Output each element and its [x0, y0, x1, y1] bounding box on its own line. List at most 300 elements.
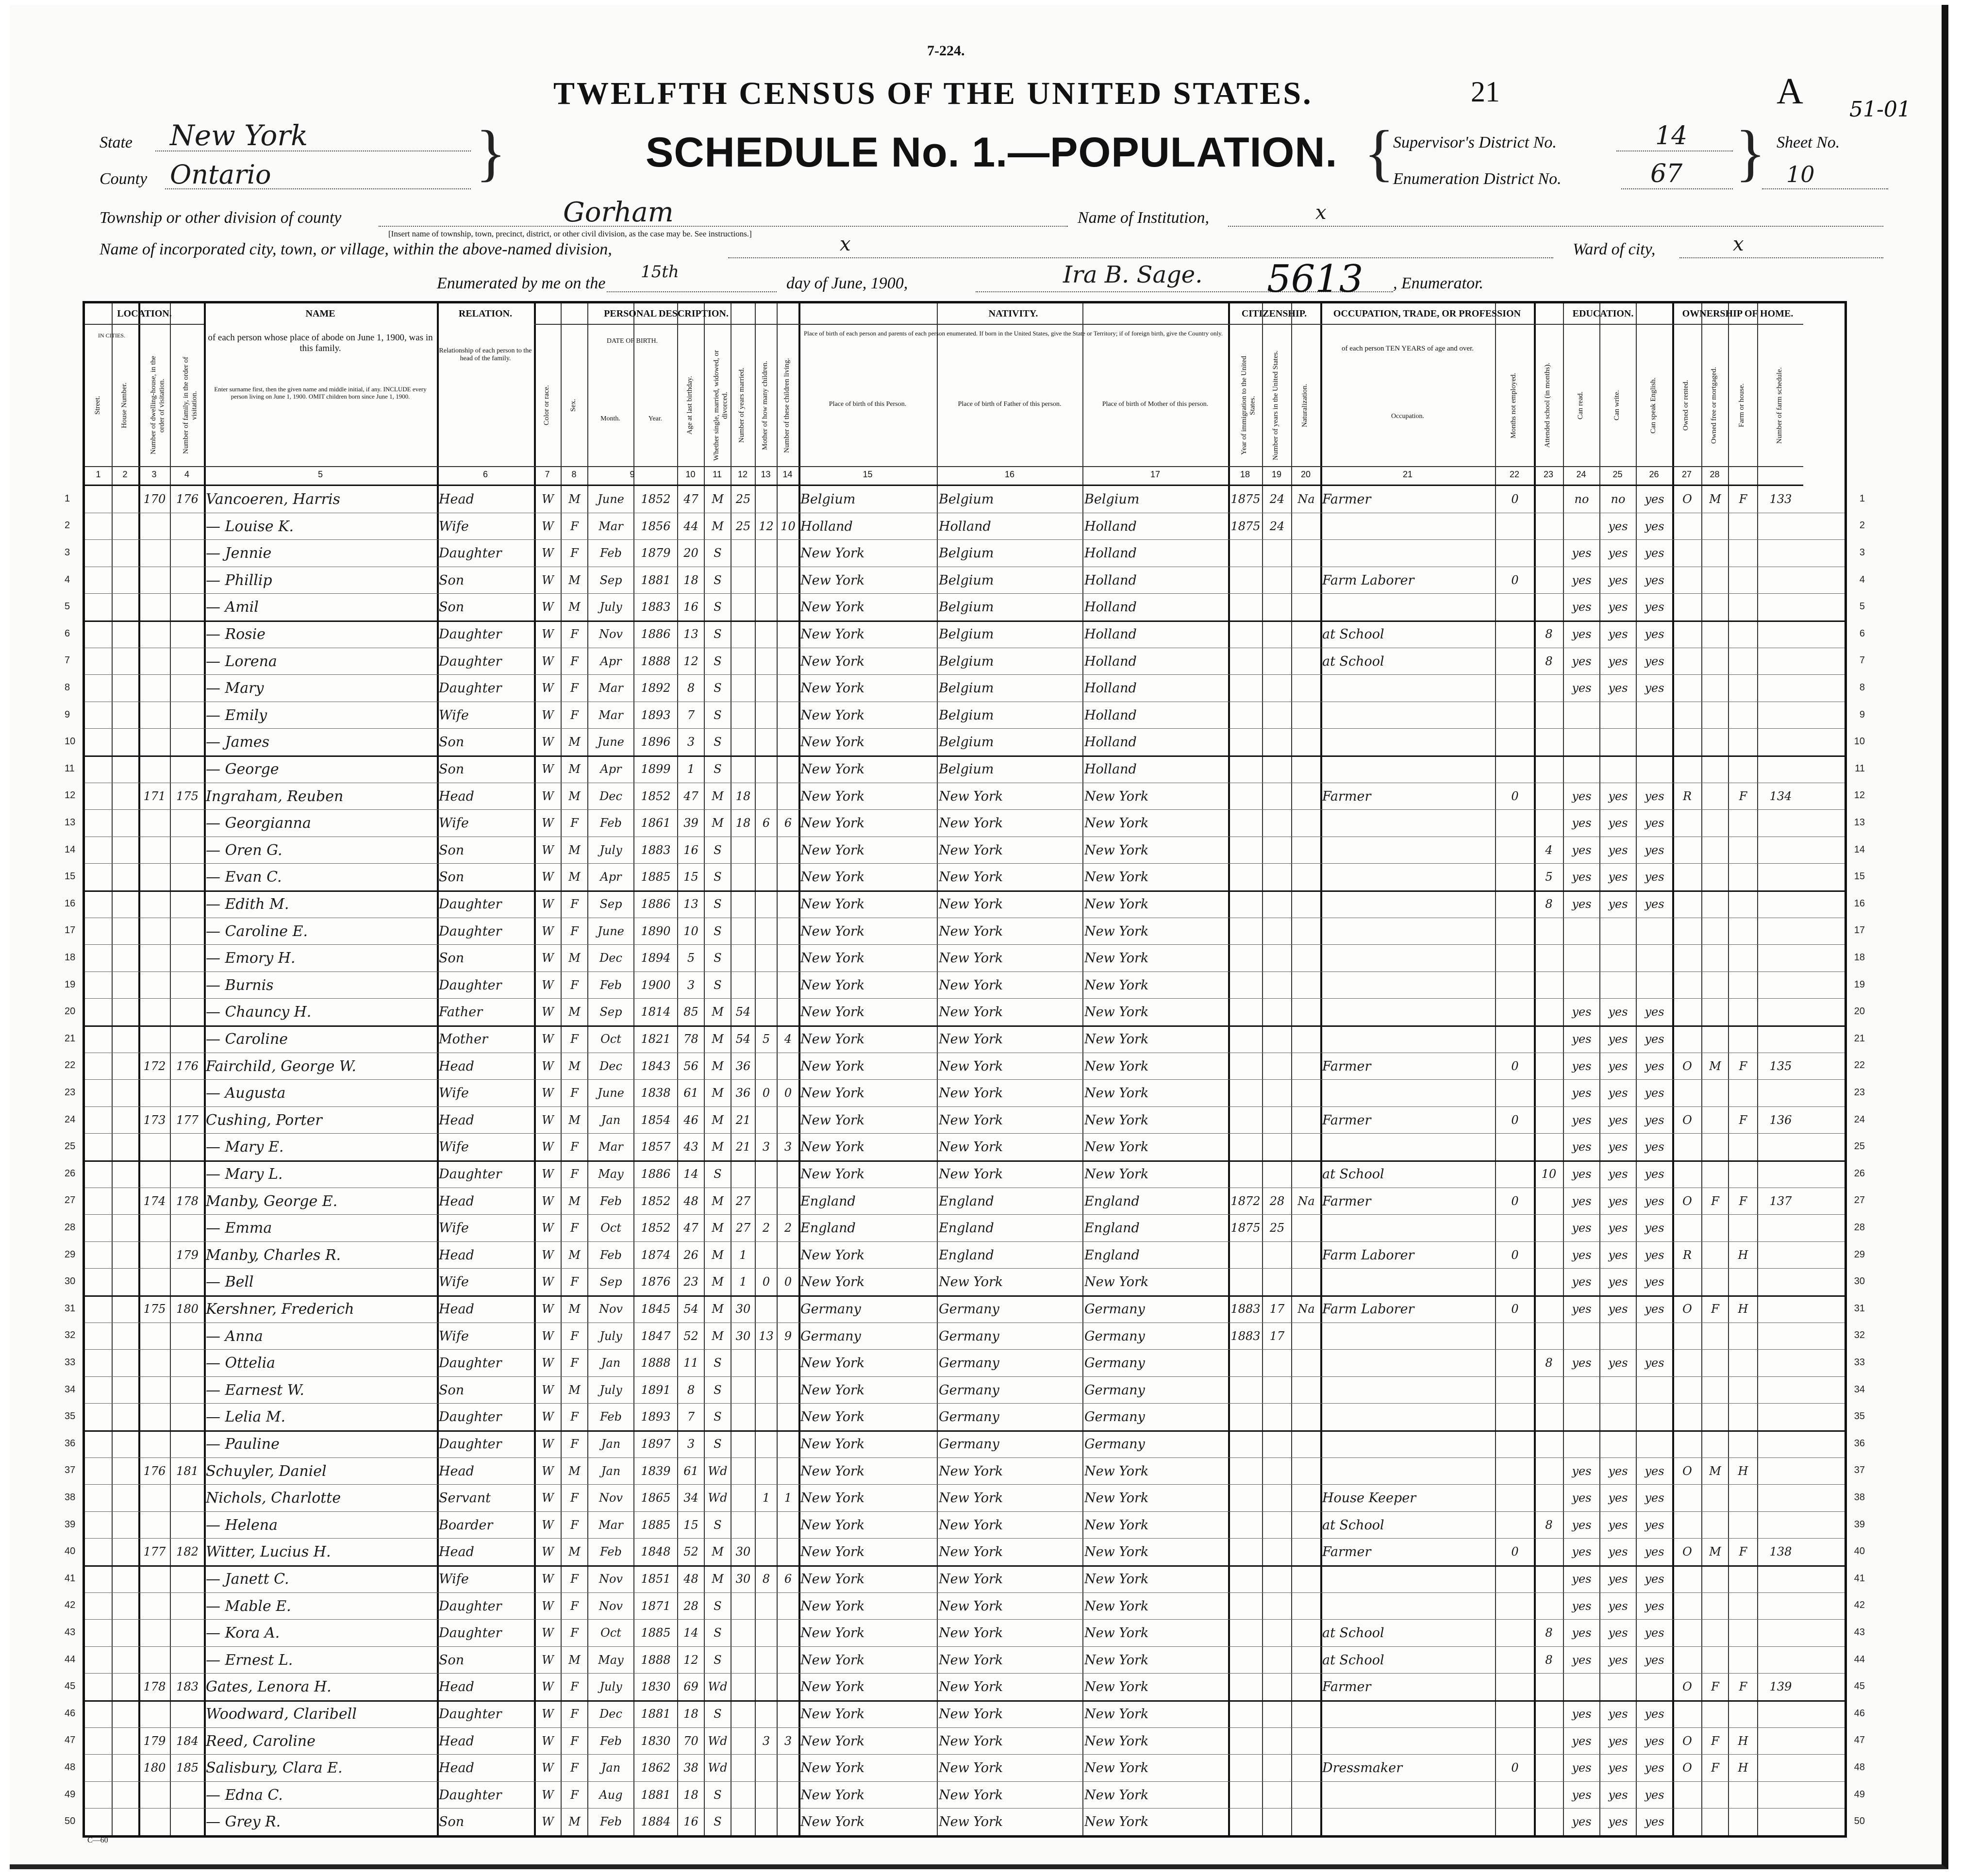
cell-rel: Wife — [439, 519, 469, 534]
cell-nat — [1293, 730, 1319, 755]
cell-rd: yes — [1572, 681, 1592, 695]
cell-rd: yes — [1572, 1815, 1592, 1829]
row-number: 34 — [65, 1384, 76, 1395]
cell-month: Dec — [599, 1059, 622, 1073]
birth-father-header: Place of birth of Father of this person. — [958, 401, 1062, 408]
column-number: 18 — [1240, 469, 1250, 479]
cell-bp: New York — [800, 816, 865, 831]
cell-sp — [1638, 704, 1671, 729]
row-number: 23 — [65, 1087, 76, 1098]
cell-color: W — [542, 762, 554, 776]
cell-imm — [1230, 1594, 1261, 1620]
cell-bf: Belgium — [939, 492, 994, 507]
vheader-color: Color or race. — [542, 385, 550, 426]
cell-ym — [732, 676, 754, 702]
cell-own — [1674, 892, 1700, 918]
cell-mo — [757, 1648, 776, 1674]
cell-imm — [1230, 1810, 1261, 1835]
cell-bp: Holland — [800, 519, 853, 534]
cell-year: 1876 — [641, 1275, 671, 1289]
cell-yus — [1264, 1162, 1290, 1188]
table-row-rule — [85, 539, 1845, 540]
birth-mother-header: Place of birth of Mother of this person. — [1102, 401, 1209, 408]
cell-year: 1890 — [641, 924, 671, 938]
ward-label: Ward of city, — [1573, 240, 1656, 258]
row-number: 34 — [1854, 1384, 1865, 1395]
cell-fam — [172, 892, 203, 918]
cell-color: W — [542, 1518, 554, 1532]
row-number: 28 — [1854, 1222, 1865, 1233]
cell-fs — [1759, 730, 1802, 755]
cell-year: 1897 — [641, 1437, 671, 1451]
cell-fh — [1730, 838, 1756, 864]
cell-wr: yes — [1608, 1032, 1628, 1046]
cell-wr: yes — [1608, 1167, 1628, 1181]
cell-fm — [1703, 1648, 1727, 1674]
row-number: 33 — [1854, 1357, 1865, 1368]
cell-name: — Lorena — [206, 653, 277, 670]
in-cities-header: IN CITIES. — [98, 332, 125, 339]
cell-sp — [1638, 757, 1671, 783]
township-note: [Insert name of township, town, precinct, district, or other civil division, as the case may be. See instructions.] — [388, 229, 752, 238]
right-brace-close: } — [1735, 118, 1766, 188]
cell-name: Manby, George E. — [206, 1192, 338, 1210]
cell-ch: 4 — [784, 1032, 792, 1046]
row-number: 16 — [65, 898, 76, 909]
cell-sex: F — [570, 1032, 579, 1046]
row-number: 12 — [1854, 790, 1865, 801]
cell-color: W — [542, 1545, 554, 1559]
cell-fm — [1703, 1162, 1727, 1188]
header-rule — [1320, 324, 1534, 325]
cell-sch — [1536, 1135, 1562, 1160]
cell-yus — [1264, 1756, 1290, 1781]
cell-yus — [1264, 785, 1290, 810]
cell-rd: yes — [1572, 1140, 1592, 1154]
cell-bf: New York — [939, 977, 1003, 993]
cell-occ — [1322, 1216, 1494, 1241]
cell-bp: New York — [800, 735, 865, 750]
cell-name: — Bell — [206, 1273, 254, 1291]
occupation-description: of each person TEN YEARS of age and over. — [1341, 345, 1474, 352]
cell-wr: yes — [1608, 1707, 1628, 1721]
cell-fs — [1759, 865, 1802, 890]
cell-bm: New York — [1084, 1491, 1149, 1506]
cell-sch — [1536, 1432, 1562, 1457]
cell-rel: Daughter — [439, 1409, 502, 1425]
cell-year: 1861 — [641, 816, 671, 830]
cell-bm: Germany — [1084, 1382, 1145, 1398]
cell-imm — [1230, 1162, 1261, 1188]
cell-fam — [172, 704, 203, 729]
cell-name: — Kora A. — [206, 1625, 280, 1642]
cell-ym — [732, 1513, 754, 1539]
cell-nat — [1293, 1108, 1319, 1134]
cell-name: — Emily — [206, 706, 267, 724]
row-number: 16 — [1854, 898, 1865, 909]
cell-fam — [172, 1783, 203, 1809]
cell-imm — [1230, 1378, 1261, 1404]
cell-year: 1893 — [641, 708, 671, 722]
cell-ym — [732, 1486, 754, 1511]
cell-yus — [1264, 1135, 1290, 1160]
cell-rd: yes — [1572, 897, 1592, 911]
cell-sex: F — [570, 1572, 579, 1586]
cell-bm: Holland — [1084, 572, 1137, 588]
cell-year: 1891 — [641, 1383, 671, 1397]
cell-sp: yes — [1645, 681, 1664, 695]
column-number: 12 — [737, 469, 748, 479]
cell-sch — [1536, 1783, 1562, 1809]
cell-bm: New York — [1084, 1652, 1149, 1668]
cell-rel: Wife — [439, 1086, 469, 1101]
cell-sp: yes — [1645, 1356, 1664, 1370]
cell-bf: Belgium — [939, 627, 994, 642]
cell-fm — [1703, 650, 1727, 675]
cell-fm — [1703, 595, 1727, 620]
table-row-rule — [85, 1538, 1845, 1539]
cell-bm: Holland — [1084, 762, 1137, 777]
cell-name: — Mable E. — [206, 1597, 291, 1615]
cell-fm — [1703, 1783, 1727, 1809]
table-row-rule — [85, 674, 1845, 675]
cell-rel: Son — [439, 600, 465, 615]
cell-own — [1674, 1324, 1700, 1350]
cell-ch — [779, 1594, 798, 1620]
cell-fh — [1730, 595, 1756, 620]
cell-mo — [757, 1675, 776, 1700]
cell-imm — [1230, 865, 1261, 890]
cell-fam — [172, 946, 203, 972]
cell-sch — [1536, 1486, 1562, 1511]
cell-name: Woodward, Claribell — [206, 1706, 357, 1723]
row-number: 31 — [65, 1303, 76, 1314]
row-number: 14 — [1854, 844, 1865, 855]
cell-own — [1674, 704, 1700, 729]
cell-wr: yes — [1608, 1572, 1628, 1586]
vheader-fam: Number of family, in the order of visitation. — [182, 356, 199, 454]
cell-age: 10 — [683, 924, 698, 938]
cell-ym: 18 — [735, 816, 751, 830]
table-row-rule — [85, 998, 1845, 999]
cell-wr — [1601, 1405, 1635, 1430]
cell-sch — [1536, 1055, 1562, 1080]
nativity-description: Place of birth of each person and parents of each person enumerated. If born in the United States, give the State or Territory; if of foreign birth, give the Country only. — [804, 330, 1223, 337]
cell-sex: F — [570, 1599, 579, 1613]
row-number: 29 — [1854, 1249, 1865, 1260]
cell-yus — [1264, 650, 1290, 675]
row-number: 25 — [1854, 1141, 1865, 1152]
cell-mar: M — [712, 816, 724, 830]
cell-sp: yes — [1645, 1113, 1664, 1127]
column-rule — [1636, 303, 1637, 1835]
cell-occ: at School — [1322, 1517, 1384, 1533]
cell-bf: Belgium — [939, 600, 994, 615]
cell-own: O — [1682, 1194, 1692, 1208]
cell-rd: yes — [1572, 546, 1592, 560]
header-bottom-rule — [85, 485, 1803, 486]
cell-name: Cushing, Porter — [206, 1111, 322, 1129]
cell-wr: yes — [1608, 789, 1628, 803]
cell-sp: yes — [1645, 1032, 1664, 1046]
cell-month: Oct — [600, 1032, 621, 1046]
cell-color: W — [542, 654, 554, 668]
cell-sex: M — [568, 1248, 581, 1262]
row-number: 18 — [65, 952, 76, 963]
month-header: Month. — [600, 415, 620, 422]
cell-occ — [1322, 920, 1494, 945]
cell-sch: 8 — [1545, 1653, 1553, 1667]
vheader-ym: Number of years married. — [738, 368, 746, 443]
cell-fs: 136 — [1769, 1113, 1792, 1127]
cell-sp: yes — [1645, 1005, 1664, 1019]
cell-mo — [757, 1378, 776, 1404]
row-number: 49 — [1854, 1789, 1865, 1800]
row-number: 40 — [1854, 1546, 1865, 1557]
cell-mar: S — [714, 1599, 722, 1613]
cell-yus — [1264, 757, 1290, 783]
cell-bf: England — [939, 1247, 994, 1263]
cell-ch: 6 — [784, 1572, 792, 1586]
cell-sp — [1638, 1675, 1671, 1700]
column-number: 4 — [184, 469, 189, 479]
cell-imm — [1230, 1055, 1261, 1080]
header-location: LOCATION. — [117, 308, 172, 319]
cell-bf: New York — [939, 1005, 1003, 1020]
cell-sp — [1638, 1405, 1671, 1430]
cell-own — [1674, 650, 1700, 675]
cell-wr: yes — [1608, 1005, 1628, 1019]
cell-age: 3 — [687, 1437, 695, 1451]
cell-wr — [1601, 920, 1635, 945]
cell-fam — [172, 541, 203, 567]
cell-fam — [172, 1432, 203, 1457]
cell-nat — [1293, 704, 1319, 729]
cell-mar: S — [714, 1167, 722, 1181]
cell-sch: 5 — [1545, 870, 1553, 884]
cell-wr: yes — [1608, 1599, 1628, 1613]
cell-rd: yes — [1572, 1275, 1592, 1289]
cell-wr — [1601, 757, 1635, 783]
cell-fm: F — [1711, 1761, 1719, 1775]
cell-fm — [1703, 1108, 1727, 1134]
cell-fm — [1703, 1405, 1727, 1430]
cell-mo — [757, 865, 776, 890]
cell-un — [1497, 1351, 1533, 1376]
cell-ym — [732, 704, 754, 729]
cell-fh — [1730, 1594, 1756, 1620]
cell-fm — [1703, 1216, 1727, 1241]
cell-age: 14 — [683, 1167, 698, 1181]
cell-month: Feb — [600, 1248, 622, 1262]
cell-wr: yes — [1608, 1545, 1628, 1559]
cell-fs: 133 — [1769, 492, 1792, 506]
sheet-page-number: 21 — [1471, 76, 1500, 108]
cell-rel: Head — [439, 1302, 474, 1317]
cell-ym: 30 — [735, 1572, 751, 1586]
cell-fm — [1703, 811, 1727, 837]
cell-dw — [140, 811, 169, 837]
cell-rd: yes — [1572, 1734, 1592, 1748]
cell-name: Kershner, Frederich — [206, 1301, 354, 1318]
cell-sch — [1536, 973, 1562, 999]
cell-month: Nov — [598, 1491, 623, 1505]
row-number: 5 — [1859, 601, 1865, 612]
cell-name: — Oren G. — [206, 841, 283, 859]
cell-name: Salisbury, Clara E. — [206, 1759, 343, 1777]
cell-month: May — [598, 1653, 624, 1667]
cell-yus — [1264, 569, 1290, 594]
cell-bp: New York — [800, 1382, 865, 1398]
enumeration-value: 67 — [1650, 159, 1683, 188]
table-row-rule — [85, 1457, 1845, 1458]
cell-yus — [1264, 1351, 1290, 1376]
row-number: 26 — [1854, 1168, 1865, 1179]
cell-own — [1674, 1081, 1700, 1106]
form-footer: C—60 — [87, 1836, 108, 1844]
cell-age: 85 — [683, 1005, 698, 1019]
cell-un — [1497, 1567, 1533, 1592]
cell-ym — [732, 973, 754, 999]
occupation-subheader: Occupation. — [1391, 413, 1425, 420]
cell-age: 5 — [687, 951, 695, 965]
cell-color: W — [542, 1707, 554, 1721]
cell-year: 1814 — [641, 1005, 671, 1019]
cell-occ — [1322, 1783, 1494, 1809]
row-number: 9 — [65, 709, 70, 720]
cell-mo — [757, 1189, 776, 1215]
cell-fh — [1730, 1135, 1756, 1160]
cell-fm — [1703, 622, 1727, 648]
row-number: 1 — [1859, 493, 1865, 504]
cell-age: 78 — [683, 1032, 698, 1046]
cell-age: 48 — [683, 1572, 698, 1586]
cell-occ — [1322, 1432, 1494, 1457]
cell-un: 0 — [1511, 1545, 1519, 1559]
cell-imm — [1230, 1540, 1261, 1565]
cell-occ — [1322, 1459, 1494, 1485]
cell-rel: Boarder — [439, 1517, 493, 1533]
cell-year: 1896 — [641, 735, 671, 749]
cell-fs — [1759, 1351, 1802, 1376]
cell-year: 1883 — [641, 600, 671, 614]
row-number: 39 — [65, 1519, 76, 1530]
cell-nat — [1293, 676, 1319, 702]
cell-sp: yes — [1645, 1518, 1664, 1532]
cell-nat — [1293, 1216, 1319, 1241]
cell-fs — [1759, 1513, 1802, 1539]
cell-sch — [1536, 1108, 1562, 1134]
cell-un — [1497, 541, 1533, 567]
cell-sex: F — [570, 1491, 579, 1505]
cell-mar: S — [714, 654, 722, 668]
cell-color: W — [542, 1275, 554, 1289]
cell-sch: 8 — [1545, 897, 1553, 911]
cell-nat — [1293, 1702, 1319, 1727]
cell-fam: 183 — [176, 1680, 199, 1694]
cell-imm — [1230, 595, 1261, 620]
cell-sex: F — [570, 897, 579, 911]
cell-ch — [779, 757, 798, 783]
cell-own — [1674, 676, 1700, 702]
cell-fs — [1759, 541, 1802, 567]
state-label: State — [100, 134, 133, 151]
cell-dw — [140, 1648, 169, 1674]
name-description: of each person whose place of abode on June 1, 1900, was in this family. — [208, 333, 433, 353]
sheet-no-label: Sheet No. — [1777, 134, 1840, 151]
cell-mar: S — [714, 1518, 722, 1532]
cell-occ — [1322, 1000, 1494, 1025]
cell-un — [1497, 1594, 1533, 1620]
cell-ch — [779, 1297, 798, 1323]
year-header: Year. — [648, 415, 663, 422]
cell-color: W — [542, 1599, 554, 1613]
cell-rd: yes — [1572, 870, 1592, 884]
cell-bp: New York — [800, 1625, 865, 1641]
cell-bp: Belgium — [800, 492, 856, 507]
table-row-rule — [85, 890, 1845, 892]
cell-age: 15 — [683, 870, 698, 884]
row-number: 27 — [1854, 1195, 1865, 1206]
cell-un: 0 — [1511, 789, 1519, 803]
cell-un — [1497, 1648, 1533, 1674]
cell-imm — [1230, 1000, 1261, 1025]
vheader-imm: Year of immigration to the United States. — [1240, 356, 1257, 455]
cell-sp: yes — [1645, 1707, 1664, 1721]
cell-own — [1674, 1270, 1700, 1295]
cell-mo — [757, 920, 776, 945]
cell-imm — [1230, 1351, 1261, 1376]
cell-year: 1894 — [641, 951, 671, 965]
cell-fh: F — [1739, 1194, 1747, 1208]
cell-age: 3 — [687, 735, 695, 749]
cell-name: — Evan C. — [206, 869, 282, 886]
cell-mar: Wd — [708, 1464, 728, 1478]
cell-color: W — [542, 708, 554, 722]
cell-wr: yes — [1608, 654, 1628, 668]
header-occupation: OCCUPATION, TRADE, OR PROFESSION — [1333, 308, 1521, 319]
row-number: 11 — [1855, 763, 1865, 774]
cell-rel: Head — [439, 1760, 474, 1776]
cell-fh — [1730, 650, 1756, 675]
cell-mo — [757, 1756, 776, 1781]
cell-fam: 182 — [176, 1545, 199, 1559]
cell-fh — [1730, 757, 1756, 783]
cell-own — [1674, 1432, 1700, 1457]
cell-ym: 36 — [735, 1059, 751, 1073]
cell-sp: yes — [1645, 1248, 1664, 1262]
cell-age: 61 — [683, 1464, 698, 1478]
cell-fam — [172, 1216, 203, 1241]
row-number: 23 — [1854, 1087, 1865, 1098]
cell-occ: Farm Laborer — [1322, 1302, 1414, 1317]
column-rule — [1495, 303, 1496, 1835]
cell-imm — [1230, 1486, 1261, 1511]
cell-mo — [757, 704, 776, 729]
population-ledger — [65, 301, 1865, 1838]
cell-bp: New York — [800, 951, 865, 966]
cell-rel: Daughter — [439, 1787, 502, 1803]
cell-fam — [172, 569, 203, 594]
cell-rd: yes — [1572, 1707, 1592, 1721]
cell-color: W — [542, 1140, 554, 1154]
cell-fam: 176 — [176, 1059, 199, 1073]
enumerated-suffix: day of June, 1900, — [786, 274, 908, 292]
cell-wr: yes — [1608, 1302, 1628, 1316]
cell-dw — [140, 515, 169, 540]
cell-dw — [140, 946, 169, 972]
cell-yus — [1264, 704, 1290, 729]
